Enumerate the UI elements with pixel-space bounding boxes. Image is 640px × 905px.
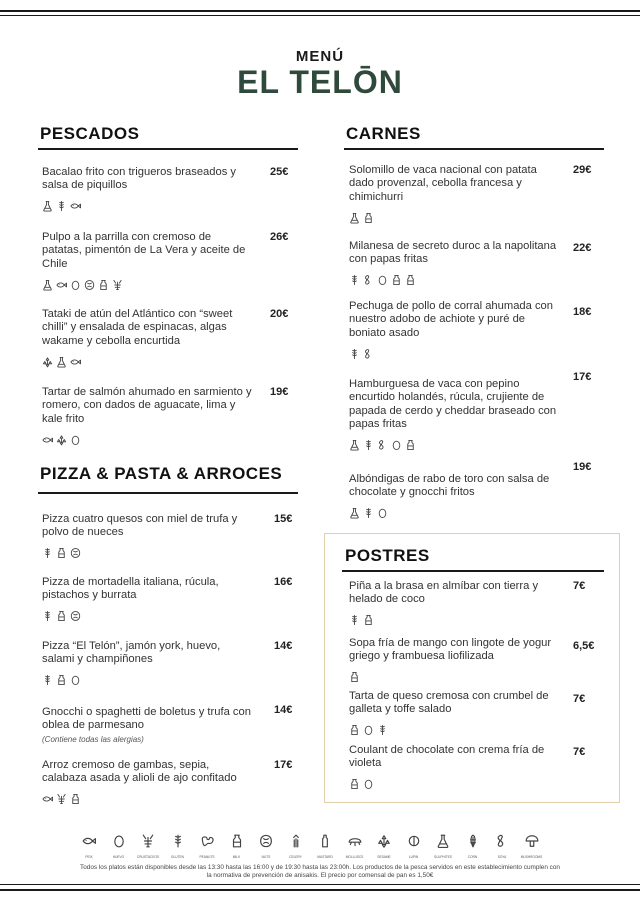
dish-name: Pulpo a la parrilla con cremoso de patatas, pimentón de La Vera y aceite de Chile — [42, 231, 246, 270]
gluten-icon — [42, 610, 53, 622]
pizza-item — [42, 576, 252, 623]
dish-price: 7€ — [573, 746, 586, 758]
footnote-line-1: Todos los platos están disponibles desde las 13:30 hasta las 16:00 y de 19:30 hasta las 23:00h. Los productos de la pesca servidos en este establecimiento cumplen con — [80, 864, 560, 871]
dish-price: 22€ — [573, 242, 592, 254]
allergen-icons — [349, 439, 564, 452]
legend-item — [74, 834, 104, 859]
postres-item — [349, 744, 564, 791]
soy-icon — [377, 439, 388, 451]
bottom-rule-thin — [0, 884, 640, 885]
dish-price: 19€ — [270, 386, 289, 398]
dish-name: Sopa fría de mango con lingote de yogur griego y frambuesa liofilizada — [349, 637, 552, 663]
egg-icon — [70, 434, 81, 446]
section-title-carnes: CARNES — [346, 124, 421, 143]
allergen-icons — [349, 614, 564, 627]
legend-item — [251, 834, 281, 859]
dish-price: 18€ — [573, 306, 592, 318]
legend-label: CRUSTÁCEOS — [136, 855, 160, 859]
fish-icon — [56, 279, 67, 291]
soy-icon — [363, 348, 374, 360]
milk-icon — [349, 778, 360, 790]
lupin-icon — [407, 834, 421, 848]
dish-price: 19€ — [573, 461, 592, 473]
dish-price: 17€ — [573, 371, 592, 383]
dish-name: Coulant de chocolate con crema fría de violeta — [349, 744, 545, 770]
dish-name: Bacalao frito con trigueros braseados y salsa de piquillos — [42, 166, 237, 192]
peanuts-icon — [200, 834, 214, 848]
legend-item — [192, 834, 222, 859]
section-title-pescados: PESCADOS — [40, 124, 140, 143]
fish-icon — [82, 834, 96, 848]
restaurant-logo: EL TELŌN — [237, 64, 403, 100]
nuts-icon — [70, 547, 81, 559]
legend-item — [399, 834, 429, 859]
legend-label: MUSHROOMS — [520, 855, 543, 859]
legend-label: MILK — [232, 855, 241, 859]
pizza-item — [42, 759, 252, 806]
crustacean-icon — [56, 793, 67, 805]
soy-icon — [495, 834, 509, 848]
nuts-icon — [259, 834, 273, 848]
gluten-icon — [42, 547, 53, 559]
dish-note: (Contiene todas las alergias) — [42, 734, 144, 744]
sulfites-icon — [349, 507, 360, 519]
egg-icon — [70, 674, 81, 686]
sulfites-icon — [42, 200, 53, 212]
egg-icon — [363, 778, 374, 790]
section-rule-pizza — [38, 492, 298, 494]
legend-item — [517, 834, 547, 859]
milk-icon — [363, 212, 374, 224]
crustacean-icon — [141, 834, 155, 848]
legend-label: NUTS — [261, 855, 271, 859]
carnes-item — [349, 473, 564, 520]
carnes-item — [349, 378, 564, 452]
carnes-item — [349, 240, 564, 287]
milk-icon — [405, 439, 416, 451]
allergen-icons — [42, 610, 252, 623]
bottom-rule — [0, 889, 640, 891]
allergen-icons — [42, 547, 252, 560]
sulfites-icon — [349, 439, 360, 451]
legend-label: HUEVO — [112, 855, 125, 859]
dish-price: 29€ — [573, 164, 592, 176]
allergen-icons — [349, 778, 564, 791]
legend-item — [487, 834, 517, 859]
legend-label: MUSTARD — [317, 855, 333, 859]
legend-item — [369, 834, 399, 859]
dish-name: Tarta de queso cremosa con crumbel de galleta y toffe salado — [349, 690, 549, 716]
gluten-icon — [349, 614, 360, 626]
allergen-icons — [42, 793, 252, 806]
legend-item — [310, 834, 340, 859]
milk-icon — [349, 671, 360, 683]
nuts-icon — [70, 610, 81, 622]
milk-icon — [363, 614, 374, 626]
gluten-icon — [171, 834, 185, 848]
egg-icon — [112, 834, 126, 848]
section-rule-carnes — [344, 148, 604, 150]
allergen-icons — [42, 355, 252, 368]
soy-icon — [363, 274, 374, 286]
gluten-icon — [349, 348, 360, 360]
legend-item — [340, 834, 370, 859]
menu-heading: MENÚ — [295, 48, 345, 65]
dish-name: Gnocchi o spaghetti de boletus y trufa con oblea de parmesano — [42, 706, 251, 732]
legend-label: PEIX — [85, 855, 93, 859]
allergen-legend — [0, 834, 640, 862]
gluten-icon — [363, 507, 374, 519]
legend-item — [428, 834, 458, 859]
gluten-icon — [56, 200, 67, 212]
section-rule-pescados — [38, 148, 298, 150]
legend-label: SESAME — [377, 855, 391, 859]
dish-name: Pizza cuatro quesos con miel de trufa y polvo de nueces — [42, 513, 238, 539]
legend-item — [163, 834, 193, 859]
pescados-item — [42, 386, 252, 446]
legend-label: GLUTEN — [171, 855, 184, 859]
sulfites-icon — [349, 212, 360, 224]
dish-name: Piña a la brasa en almíbar con tierra y helado de coco — [349, 580, 539, 606]
legend-label: MOLLUSCS — [345, 855, 364, 859]
dish-price: 26€ — [270, 231, 289, 243]
dish-name: Solomillo de vaca nacional con patata dado provenzal, cebolla francesa y chimichurri — [349, 164, 537, 203]
milk-icon — [405, 274, 416, 286]
dish-name: Pizza “El Telón”, jamón york, huevo, salami y champiñones — [42, 640, 221, 666]
postres-item — [349, 580, 564, 627]
allergen-icons — [42, 433, 252, 446]
dish-price: 7€ — [573, 693, 586, 705]
dish-price: 17€ — [274, 759, 293, 771]
allergen-icons — [349, 211, 564, 224]
milk-icon — [230, 834, 244, 848]
top-rule — [0, 10, 640, 12]
pizza-item — [42, 706, 252, 744]
allergen-icons — [349, 671, 564, 684]
legend-label: SOYA — [497, 855, 507, 859]
legend-label: LUPIN — [408, 855, 419, 859]
sulfites-icon — [56, 356, 67, 368]
pizza-item — [42, 513, 252, 560]
egg-icon — [391, 439, 402, 451]
legend-label: CORN — [467, 855, 478, 859]
dish-name: Pechuga de pollo de corral ahumada con nuestro adobo de achiote y puré de boniato asado — [349, 300, 554, 339]
egg-icon — [70, 279, 81, 291]
gluten-icon — [42, 674, 53, 686]
dish-price: 7€ — [573, 580, 586, 592]
legend-item — [222, 834, 252, 859]
pescados-item — [42, 308, 252, 368]
nuts-icon — [84, 279, 95, 291]
allergen-icons — [349, 347, 564, 360]
fish-icon — [42, 793, 53, 805]
mushroom-icon — [525, 834, 539, 848]
legend-label: SULPHITES — [434, 855, 452, 859]
milk-icon — [70, 793, 81, 805]
dish-price: 20€ — [270, 308, 289, 320]
footnote — [20, 864, 620, 880]
carnes-item — [349, 300, 564, 360]
top-rule-thin — [0, 15, 640, 16]
dish-name: Arroz cremoso de gambas, sepia, calabaza asada y alioli de ajo confitado — [42, 759, 237, 785]
milk-icon — [391, 274, 402, 286]
allergen-icons — [42, 200, 252, 213]
dish-name: Milanesa de secreto duroc a la napolitana con papas fritas — [349, 240, 557, 266]
legend-item — [458, 834, 488, 859]
dish-price: 15€ — [274, 513, 293, 525]
allergen-icons — [349, 507, 564, 520]
dish-name: Albóndigas de rabo de toro con salsa de chocolate y gnocchi fritos — [349, 473, 550, 499]
mollusc-icon — [348, 834, 362, 848]
legend-label: PEANUTS — [199, 855, 215, 859]
gluten-icon — [349, 274, 360, 286]
allergen-icons — [42, 674, 252, 687]
dish-price: 14€ — [274, 704, 293, 716]
section-title-postres: POSTRES — [345, 546, 430, 565]
allergen-icons — [349, 274, 564, 287]
legend-label: CELERY — [289, 855, 302, 859]
sesame-icon — [42, 356, 53, 368]
fish-icon — [70, 200, 81, 212]
sesame-icon — [56, 434, 67, 446]
corn-icon — [466, 834, 480, 848]
egg-icon — [363, 724, 374, 736]
milk-icon — [56, 674, 67, 686]
sesame-icon — [377, 834, 391, 848]
mustard-icon — [318, 834, 332, 848]
legend-item — [104, 834, 134, 859]
pescados-item — [42, 231, 252, 291]
sulfites-icon — [436, 834, 450, 848]
pescados-item — [42, 166, 252, 213]
section-rule-postres — [342, 570, 604, 572]
section-title-pizza: PIZZA & PASTA & ARROCES — [40, 464, 283, 483]
brand-header — [0, 48, 640, 99]
milk-icon — [98, 279, 109, 291]
allergen-icons — [42, 278, 252, 291]
dish-name: Hamburguesa de vaca con pepino encurtido holandés, rúcula, crujiente de papada de cerdo y cheddar braseado con papas fritas — [349, 378, 557, 431]
milk-icon — [349, 724, 360, 736]
fish-icon — [70, 356, 81, 368]
dish-price: 14€ — [274, 640, 293, 652]
dish-price: 25€ — [270, 166, 289, 178]
carnes-item — [349, 164, 564, 224]
legend-item — [281, 834, 311, 859]
legend-item — [133, 834, 163, 859]
egg-icon — [377, 274, 388, 286]
egg-icon — [377, 507, 388, 519]
sulfites-icon — [42, 279, 53, 291]
gluten-icon — [377, 724, 388, 736]
footnote-line-2: la normativa de prevención de anisakis. El precio por comensal de pan es 1,50€ — [206, 872, 434, 879]
postres-item — [349, 637, 564, 684]
dish-name: Pizza de mortadella italiana, rúcula, pistachos y burrata — [42, 576, 219, 602]
fish-icon — [42, 434, 53, 446]
dish-name: Tataki de atún del Atlántico con “sweet chilli” y ensalada de espinacas, algas wakame y cebolla encurtida — [42, 308, 233, 347]
dish-price: 16€ — [274, 576, 293, 588]
milk-icon — [56, 547, 67, 559]
allergen-icons — [349, 724, 564, 737]
pizza-item — [42, 640, 252, 687]
milk-icon — [56, 610, 67, 622]
dish-name: Tartar de salmón ahumado en sarmiento y romero, con dados de aguacate, lima y kale frito — [42, 386, 252, 425]
celery-icon — [289, 834, 303, 848]
gluten-icon — [363, 439, 374, 451]
dish-price: 6,5€ — [573, 640, 595, 652]
crustacean-icon — [112, 279, 123, 291]
postres-item — [349, 690, 564, 737]
